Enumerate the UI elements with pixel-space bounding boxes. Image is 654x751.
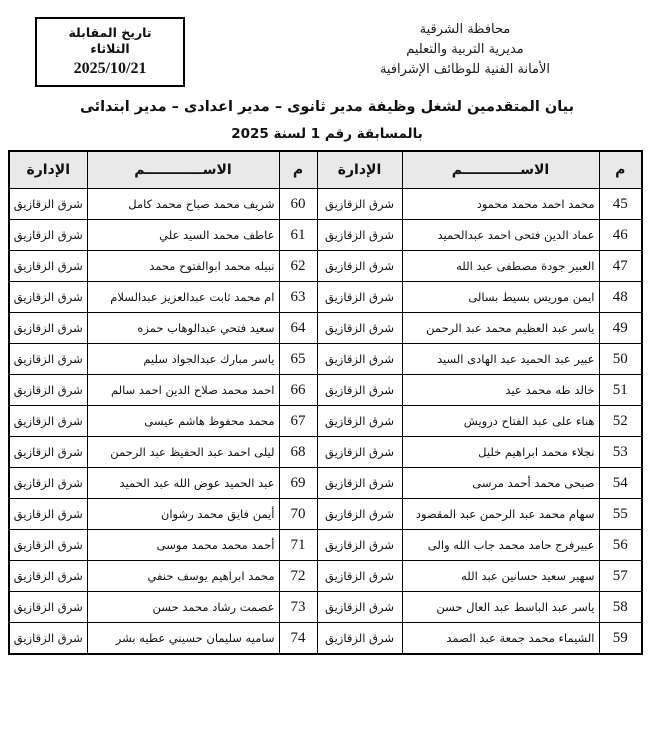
candidate-number: 59 bbox=[599, 623, 642, 655]
candidate-name: سهير سعيد حسانين عبد الله bbox=[402, 561, 599, 592]
candidate-name: ياسر عبد الباسط عبد العال حسن bbox=[402, 592, 599, 623]
candidate-number: 50 bbox=[599, 344, 642, 375]
candidate-number: 67 bbox=[279, 406, 317, 437]
secretariat-line: الأمانة الفنية للوظائف الإشرافية bbox=[379, 62, 551, 78]
candidate-number: 62 bbox=[279, 251, 317, 282]
candidate-admin: شرق الزقازيق bbox=[9, 282, 87, 313]
candidate-number: 47 bbox=[599, 251, 642, 282]
interview-day: الثلاثاء bbox=[90, 41, 130, 56]
table-row bbox=[9, 530, 642, 561]
candidate-admin: شرق الزقازيق bbox=[9, 375, 87, 406]
candidate-number: 54 bbox=[599, 468, 642, 499]
candidate-name: عبد الحميد عوض الله عبد الحميد bbox=[87, 468, 279, 499]
candidate-number: 64 bbox=[279, 313, 317, 344]
candidate-name: ام محمد ثابت عبدالعزيز عبدالسلام bbox=[87, 282, 279, 313]
candidate-admin: شرق الزقازيق bbox=[9, 437, 87, 468]
candidate-name: العبير جودة مصطفى عبد الله bbox=[402, 251, 599, 282]
candidate-name: أيمن فايق محمد رشوان bbox=[87, 499, 279, 530]
candidate-name: ياسر مبارك عبدالجواد سليم bbox=[87, 344, 279, 375]
candidate-number: 74 bbox=[279, 623, 317, 655]
table-row bbox=[9, 313, 642, 344]
candidate-admin: شرق الزقازيق bbox=[317, 561, 402, 592]
candidate-admin: شرق الزقازيق bbox=[317, 220, 402, 251]
candidate-admin: شرق الزقازيق bbox=[9, 406, 87, 437]
candidate-name: عصمت رشاد محمد حسن bbox=[87, 592, 279, 623]
candidate-admin: شرق الزقازيق bbox=[9, 499, 87, 530]
header-name-right: الاســــــــــــم bbox=[402, 151, 599, 189]
candidate-name: صبحى محمد أحمد مرسى bbox=[402, 468, 599, 499]
candidate-number: 57 bbox=[599, 561, 642, 592]
candidate-admin: شرق الزقازيق bbox=[317, 437, 402, 468]
candidate-admin: شرق الزقازيق bbox=[317, 623, 402, 655]
directorate-line: مديرية التربية والتعليم bbox=[406, 42, 524, 58]
table-row bbox=[9, 344, 642, 375]
table-row bbox=[9, 220, 642, 251]
candidate-name: سهام محمد عبد الرحمن عبد المقصود bbox=[402, 499, 599, 530]
document-title: بيان المتقدمين لشغل وظيفة مدير ثانوى – مدير اعدادى – مدير ابتدائى bbox=[79, 99, 575, 115]
candidate-name: سعيد فتحي عبدالوهاب حمزه bbox=[87, 313, 279, 344]
candidate-number: 49 bbox=[599, 313, 642, 344]
candidate-name: ساميه سليمان حسيني عطيه بشر bbox=[87, 623, 279, 655]
interview-date-box bbox=[35, 17, 185, 87]
candidate-number: 51 bbox=[599, 375, 642, 406]
candidate-number: 60 bbox=[279, 189, 317, 220]
table-header-row bbox=[9, 151, 642, 189]
candidate-name: عبيرفرج حامد محمد جاب الله والى bbox=[402, 530, 599, 561]
candidate-number: 56 bbox=[599, 530, 642, 561]
candidates-table bbox=[8, 150, 643, 655]
candidate-name: هناء على عبد الفتاح درويش bbox=[402, 406, 599, 437]
table-row bbox=[9, 499, 642, 530]
candidate-admin: شرق الزقازيق bbox=[9, 251, 87, 282]
header-num-right: م bbox=[599, 151, 642, 189]
table-row bbox=[9, 189, 642, 220]
table-row bbox=[9, 251, 642, 282]
table-row bbox=[9, 468, 642, 499]
candidate-number: 48 bbox=[599, 282, 642, 313]
candidate-admin: شرق الزقازيق bbox=[9, 623, 87, 655]
candidate-admin: شرق الزقازيق bbox=[317, 468, 402, 499]
candidate-number: 45 bbox=[599, 189, 642, 220]
header-name-left: الاســــــــــــم bbox=[87, 151, 279, 189]
candidate-number: 61 bbox=[279, 220, 317, 251]
candidate-number: 63 bbox=[279, 282, 317, 313]
candidate-number: 46 bbox=[599, 220, 642, 251]
candidate-admin: شرق الزقازيق bbox=[9, 313, 87, 344]
table-body bbox=[9, 189, 642, 655]
candidate-admin: شرق الزقازيق bbox=[317, 313, 402, 344]
candidate-admin: شرق الزقازيق bbox=[9, 344, 87, 375]
candidate-name: عبير عبد الحميد عبد الهادى السيد bbox=[402, 344, 599, 375]
candidate-number: 73 bbox=[279, 592, 317, 623]
candidate-admin: شرق الزقازيق bbox=[9, 189, 87, 220]
candidate-admin: شرق الزقازيق bbox=[317, 530, 402, 561]
candidate-name: محمد ابراهيم يوسف حنفي bbox=[87, 561, 279, 592]
candidate-name: خالد طه محمد عيد bbox=[402, 375, 599, 406]
candidate-name: نبيله محمد ابوالفتوح محمد bbox=[87, 251, 279, 282]
candidate-name: الشيماء محمد جمعة عبد الصمد bbox=[402, 623, 599, 655]
table-row bbox=[9, 282, 642, 313]
candidate-name: ليلى احمد عبد الحفيظ عبد الرحمن bbox=[87, 437, 279, 468]
header-num-left: م bbox=[279, 151, 317, 189]
table-row bbox=[9, 561, 642, 592]
interview-date-value: 2025/10/21 bbox=[73, 59, 147, 77]
candidate-name: عماد الدين فتحى احمد عبدالحميد bbox=[402, 220, 599, 251]
candidate-admin: شرق الزقازيق bbox=[317, 406, 402, 437]
candidate-admin: شرق الزقازيق bbox=[317, 282, 402, 313]
candidate-name: شريف محمد صباح محمد كامل bbox=[87, 189, 279, 220]
candidate-number: 71 bbox=[279, 530, 317, 561]
candidate-name: احمد محمد صلاح الدين احمد سالم bbox=[87, 375, 279, 406]
candidate-name: محمد محفوظ هاشم عيسى bbox=[87, 406, 279, 437]
table-row bbox=[9, 406, 642, 437]
candidate-admin: شرق الزقازيق bbox=[9, 468, 87, 499]
candidate-number: 55 bbox=[599, 499, 642, 530]
candidate-number: 65 bbox=[279, 344, 317, 375]
candidate-name: ياسر عبد العظيم محمد عبد الرحمن bbox=[402, 313, 599, 344]
candidate-number: 66 bbox=[279, 375, 317, 406]
table-row bbox=[9, 592, 642, 623]
table-row bbox=[9, 437, 642, 468]
candidate-admin: شرق الزقازيق bbox=[317, 344, 402, 375]
table-row bbox=[9, 623, 642, 655]
governorate-header bbox=[330, 20, 600, 80]
candidate-admin: شرق الزقازيق bbox=[317, 592, 402, 623]
candidate-admin: شرق الزقازيق bbox=[9, 561, 87, 592]
candidate-admin: شرق الزقازيق bbox=[317, 189, 402, 220]
candidate-name: ايمن موريس بسيط بسالى bbox=[402, 282, 599, 313]
candidate-name: نجلاء محمد ابراهيم خليل bbox=[402, 437, 599, 468]
candidate-number: 69 bbox=[279, 468, 317, 499]
candidate-name: محمد احمد محمد محمود bbox=[402, 189, 599, 220]
candidate-admin: شرق الزقازيق bbox=[9, 220, 87, 251]
candidate-admin: شرق الزقازيق bbox=[317, 375, 402, 406]
candidate-admin: شرق الزقازيق bbox=[9, 530, 87, 561]
candidate-number: 70 bbox=[279, 499, 317, 530]
candidate-admin: شرق الزقازيق bbox=[317, 499, 402, 530]
header-admin-right: الإدارة bbox=[317, 151, 402, 189]
table-row bbox=[9, 375, 642, 406]
candidate-name: عاطف محمد السيد علي bbox=[87, 220, 279, 251]
candidate-number: 58 bbox=[599, 592, 642, 623]
header-admin-left: الإدارة bbox=[9, 151, 87, 189]
candidate-admin: شرق الزقازيق bbox=[9, 592, 87, 623]
candidate-name: أحمد محمد محمد موسى bbox=[87, 530, 279, 561]
candidate-number: 68 bbox=[279, 437, 317, 468]
candidate-number: 72 bbox=[279, 561, 317, 592]
candidate-number: 53 bbox=[599, 437, 642, 468]
candidate-number: 52 bbox=[599, 406, 642, 437]
candidate-admin: شرق الزقازيق bbox=[317, 251, 402, 282]
governorate-line: محافظة الشرقية bbox=[419, 22, 511, 37]
interview-date-label: تاريخ المقابلة bbox=[68, 25, 152, 41]
document-subtitle: بالمسابقة رقم 1 لسنة 2025 bbox=[231, 126, 423, 142]
